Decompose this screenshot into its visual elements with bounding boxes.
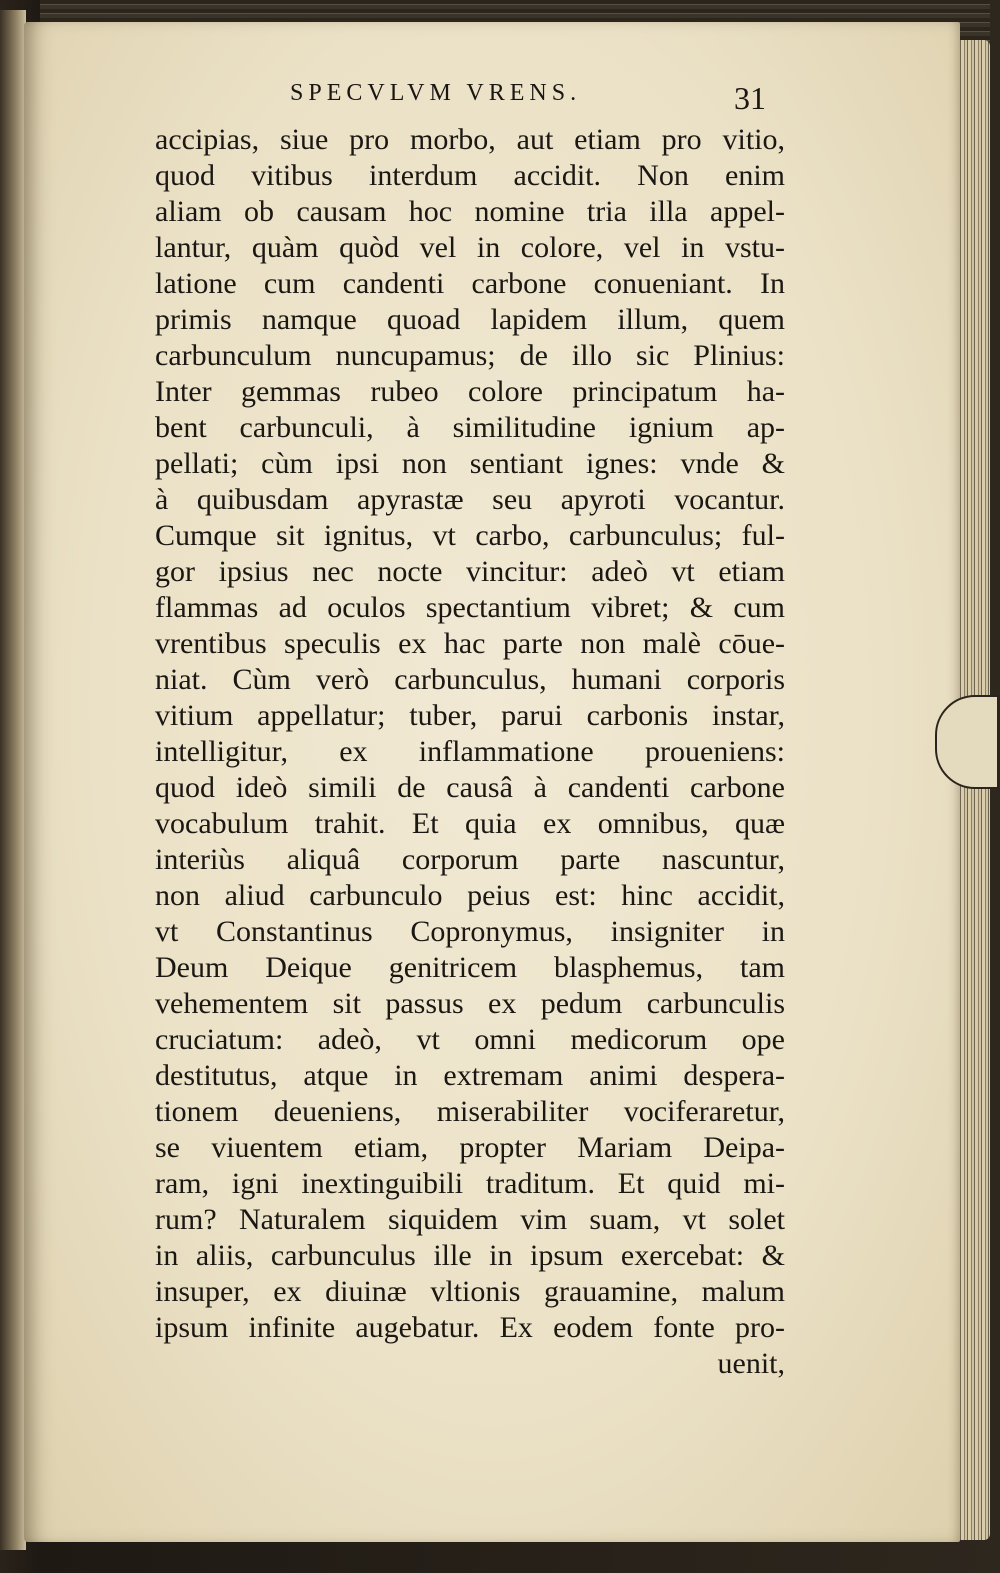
text-line: gor ipsius nec nocte vincitur: adeò vt etiam bbox=[155, 555, 785, 588]
text-line: cruciatum: adeò, vt omni medicorum ope bbox=[155, 1023, 785, 1056]
text-line: Cumque sit ignitus, vt carbo, carbunculus; ful- bbox=[155, 519, 785, 552]
running-head: SPECVLVM VRENS. bbox=[290, 80, 582, 106]
text-line: ram, igni inextinguibili traditum. Et quid mi- bbox=[155, 1167, 785, 1200]
text-line: vehementem sit passus ex pedum carbunculis bbox=[155, 987, 785, 1020]
text-line: in aliis, carbunculus ille in ipsum exercebat: & bbox=[155, 1239, 785, 1272]
text-line: pellati; cùm ipsi non sentiant ignes: vnde & bbox=[155, 447, 785, 480]
text-line: vocabulum trahit. Et quia ex omnibus, quæ bbox=[155, 807, 785, 840]
text-line: destitutus, atque in extremam animi desperа- bbox=[155, 1059, 785, 1092]
text-line: Deum Deique genitricem blasphemus, tam bbox=[155, 951, 785, 984]
text-line: quod vitibus interdum accidit. Non enim bbox=[155, 159, 785, 192]
text-line: flammas ad oculos spectantium vibret; & cum bbox=[155, 591, 785, 624]
text-line: intelligitur, ex inflammatione proueniens: bbox=[155, 735, 785, 768]
text-block bbox=[155, 122, 785, 1382]
text-line: vitium appellatur; tuber, parui carbonis instar, bbox=[155, 699, 785, 732]
text-line: tionem deueniens, miserabiliter vociferaretur, bbox=[155, 1095, 785, 1128]
catchword: uenit, bbox=[717, 1347, 785, 1380]
text-line: à quibusdam apyrastæ seu apyroti vocantur. bbox=[155, 483, 785, 516]
text-line: vrentibus speculis ex hac parte non malè cōue- bbox=[155, 627, 785, 660]
text-line: se viuentem etiam, propter Mariam Deipa- bbox=[155, 1131, 785, 1164]
text-line: Inter gemmas rubeo colore principatum ha- bbox=[155, 375, 785, 408]
text-line: primis namque quoad lapidem illum, quem bbox=[155, 303, 785, 336]
text-line: quod ideò simili de causâ à candenti carbone bbox=[155, 771, 785, 804]
text-line: vt Constantinus Copronymus, insigniter in bbox=[155, 915, 785, 948]
text-line: insuper, ex diuinæ vltionis grauamine, malum bbox=[155, 1275, 785, 1308]
text-line: interiùs aliquâ corporum parte nascuntur, bbox=[155, 843, 785, 876]
text-line: niat. Cùm verò carbunculus, humani corporis bbox=[155, 663, 785, 696]
text-line: latione cum candenti carbone conueniant. In bbox=[155, 267, 785, 300]
text-line: ipsum infinite augebatur. Ex eodem fonte pro- bbox=[155, 1311, 785, 1344]
text-line: rum? Naturalem siquidem vim suam, vt solet bbox=[155, 1203, 785, 1236]
text-line: lantur, quàm quòd vel in colore, vel in vstu- bbox=[155, 231, 785, 264]
text-line: bent carbunculi, à similitudine ignium ap- bbox=[155, 411, 785, 444]
page-number: 31 bbox=[734, 80, 766, 116]
text-line: non aliud carbunculo peius est: hinc accidit, bbox=[155, 879, 785, 912]
text-line: accipias, siue pro morbo, aut etiam pro vitio, bbox=[155, 123, 785, 156]
page-tab-marker bbox=[935, 695, 999, 789]
text-line: carbunculum nuncupamus; de illo sic Plinius: bbox=[155, 339, 785, 372]
text-line: aliam ob causam hoc nomine tria illa appel- bbox=[155, 195, 785, 228]
spine-gutter bbox=[0, 10, 26, 1550]
